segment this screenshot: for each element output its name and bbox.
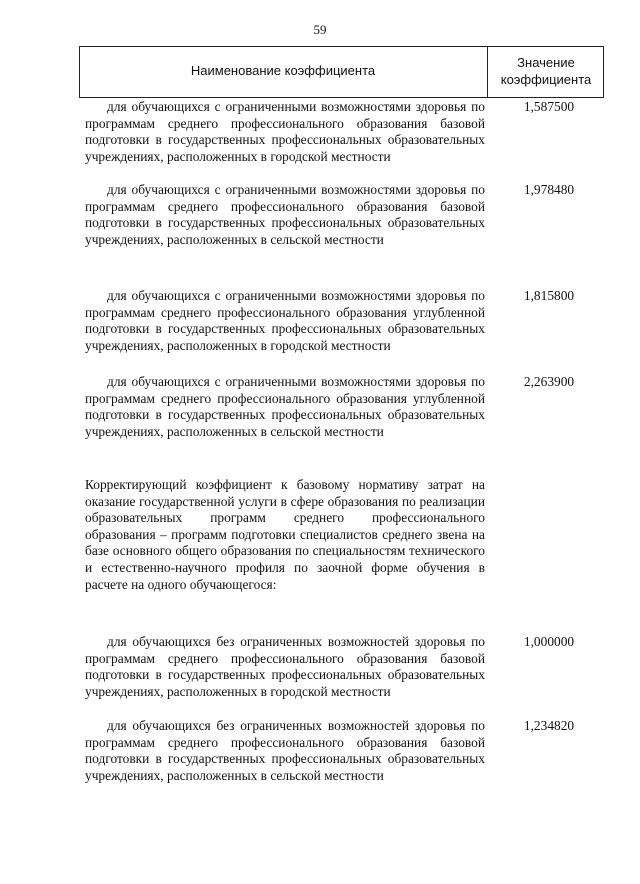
- row-description: для обучающихся без ограниченных возможностей здоровья по программам среднего профессионального образования базовой подготовки в государственных профессиональных образовательных учреждениях, расположенных в сельской местности: [85, 718, 485, 783]
- row-description: для обучающихся с ограниченными возможностями здоровья по программам среднего профессионального образования базовой подготовки в государственных профессиональных образовательных учреждениях, расположенных в городской местности: [85, 99, 485, 164]
- header-value-line1: Значение: [517, 55, 575, 70]
- row-description: для обучающихся с ограниченными возможностями здоровья по программам среднего профессионального образования углубленной подготовки в государственных профессиональных образовательных учреждениях, расположенных в городской местности: [85, 288, 485, 353]
- row-description: для обучающихся с ограниченными возможностями здоровья по программам среднего профессионального образования базовой подготовки в государственных профессиональных образовательных учреждениях, расположенных в сельской местности: [85, 182, 485, 247]
- row-value: 1,234820: [523, 718, 575, 733]
- header-border-bottom: [79, 97, 604, 98]
- header-coefficient-value: [488, 54, 604, 88]
- section-paragraph: Корректирующий коэффициент к базовому нормативу затрат на оказание государственной услуги в сфере образования по реализации образовательных программ среднего профессионального образования – программ подготовки специалистов среднего звена на базе основного общего образования по специальностям технического и естественно-научного профиля по заочной форме обучения в расчете на одного обучающегося:: [85, 477, 485, 592]
- coefficient-table: [79, 46, 604, 881]
- row-value: 1,978480: [523, 182, 575, 197]
- row-description: для обучающихся без ограниченных возможностей здоровья по программам среднего профессионального образования базовой подготовки в государственных профессиональных образовательных учреждениях, расположенных в городской местности: [85, 634, 485, 699]
- table-border-top: [79, 46, 604, 47]
- row-value: 1,000000: [523, 634, 575, 649]
- header-value-line2: коэффициента: [500, 72, 592, 87]
- row-description: для обучающихся с ограниченными возможностями здоровья по программам среднего профессионального образования углубленной подготовки в государственных профессиональных образовательных учреждениях, расположенных в сельской местности: [85, 374, 485, 439]
- page-number: 59: [313, 22, 327, 37]
- header-coefficient-name: Наименование коэффициента: [190, 63, 376, 78]
- row-value: 1,815800: [523, 288, 575, 303]
- row-value: 2,263900: [523, 374, 575, 389]
- row-value: 1,587500: [523, 99, 575, 114]
